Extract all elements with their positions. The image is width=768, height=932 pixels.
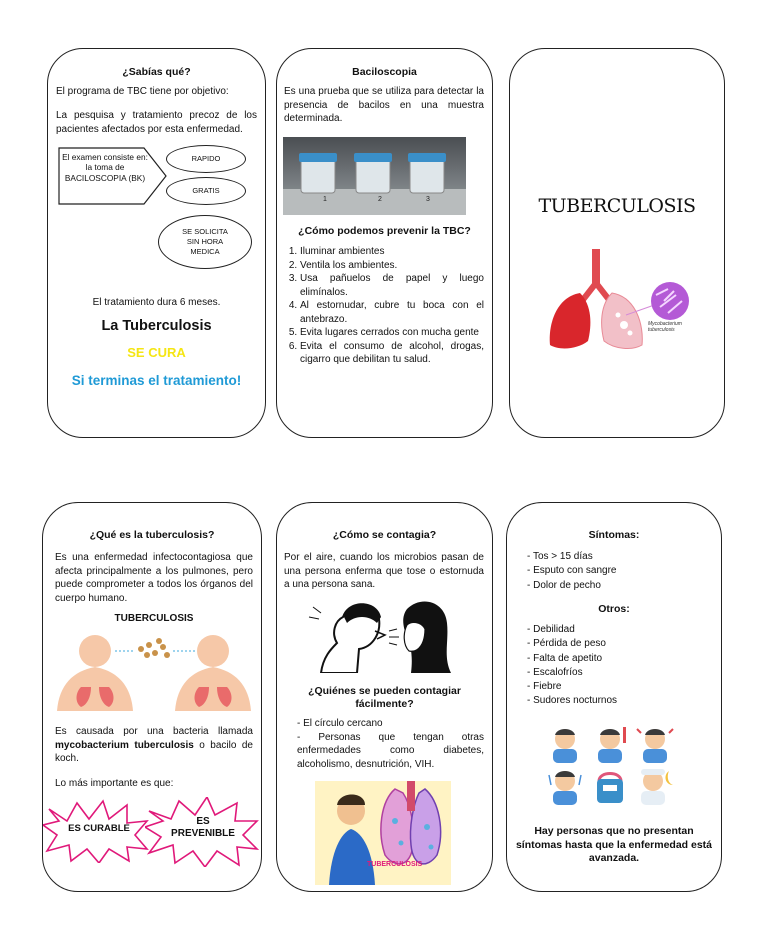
sample-jars-image	[283, 137, 466, 215]
cause-text	[55, 725, 253, 766]
burst-line: ES	[196, 816, 210, 827]
cough-illustration	[303, 597, 453, 673]
cause-post: o bacilo de koch.	[55, 739, 253, 764]
list-item: 2. Ventila los ambientes.	[300, 259, 484, 273]
baciloscopia-desc: Es una prueba que se utiliza para detectar la presencia de bacilos en una muestra determinada.	[284, 86, 484, 124]
list-item: - El círculo cercano	[297, 717, 484, 731]
objective-text: La pesquisa y tratamiento precoz de los pacientes afectados por esta enfermedad.	[56, 110, 257, 135]
cough-icon	[553, 729, 577, 763]
list-item: - Dolor de pecho	[527, 579, 713, 593]
footer-note: Hay personas que no presentan síntomas hasta que la enfermedad está avanzada.	[515, 825, 713, 864]
tb-infographic	[55, 609, 253, 711]
lungs-illustration	[546, 245, 702, 355]
list-item: - Fiebre	[527, 680, 713, 694]
intro-text: El programa de TBC tiene por objetivo:	[56, 86, 229, 97]
panel-heading: ¿Sabías qué?	[122, 66, 191, 78]
list-item: - Personas que tengan otras enfermedades como diabetes, alcoholismo, desnutrición, VIH.	[297, 731, 484, 772]
burst-curable-text: ES CURABLE	[68, 823, 130, 834]
who-heading: ¿Quiénes se pueden contagiar fácilmente?	[308, 685, 461, 710]
burst-line: PREVENIBLE	[171, 828, 235, 839]
symptom-icons-grid	[547, 725, 677, 809]
symptoms-list	[527, 550, 713, 593]
cause-bacteria-name: mycobacterium tuberculosis	[55, 739, 194, 751]
panel-heading: ¿Cómo se contagia?	[332, 529, 437, 541]
jar-label: 1	[323, 196, 327, 203]
list-item: 5. Evita lugares cerrados con mucha gente	[300, 326, 484, 340]
image-word: TUBERCULOSIS	[367, 861, 423, 868]
panel-sabias-que	[47, 48, 266, 438]
bubble-rapido: RAPIDO	[166, 145, 246, 173]
fever-icon	[598, 727, 626, 763]
infographic-title: TUBERCULOSIS	[114, 613, 194, 624]
panel-heading: ¿Qué es la tuberculosis?	[89, 529, 215, 541]
cover-title: TUBERCULOSIS	[538, 195, 696, 217]
who-list	[297, 717, 484, 771]
list-item: - Falta de apetito	[527, 652, 713, 666]
list-item: - Sudores nocturnos	[527, 694, 713, 708]
important-text: Lo más importante es que:	[55, 778, 174, 789]
weight-loss-icon	[597, 774, 623, 804]
others-list	[527, 623, 713, 709]
duration-text: El tratamiento dura 6 meses.	[92, 297, 221, 308]
sample-jars-photo	[283, 137, 466, 215]
bacteria-label: Mycobacterium tuberculosis	[648, 321, 682, 333]
list-item: - Pérdida de peso	[527, 637, 713, 651]
panel-contagio	[276, 502, 493, 892]
panel-que-es	[42, 502, 262, 892]
panel-cover	[509, 48, 725, 438]
list-item: 1. Iluminar ambientes	[300, 245, 484, 259]
sick-person-image	[315, 781, 451, 885]
list-item: - Debilidad	[527, 623, 713, 637]
tb-title: La Tuberculosis	[101, 318, 212, 334]
panel-sintomas	[506, 502, 722, 892]
list-item: 3. Usa pañuelos de papel y luego elimínalos.	[300, 272, 484, 299]
list-item: 4. Al estornudar, cubre tu boca con el antebrazo.	[300, 299, 484, 326]
prevent-heading: ¿Cómo podemos prevenir la TBC?	[298, 225, 471, 237]
que-es-desc: Es una enfermedad infectocontagiosa que afecta principalmente a los pulmones, pero puede comprometer a todos los órganos del cuerpo humano.	[55, 552, 253, 604]
list-item: - Tos > 15 días	[527, 550, 713, 564]
panel-heading: Baciloscopia	[352, 66, 417, 78]
burst-prevenible-text	[157, 816, 249, 840]
jar-label: 3	[426, 196, 430, 203]
night-sweats-icon	[641, 769, 673, 805]
panel-heading: Síntomas:	[588, 529, 640, 541]
list-item: 6. Evita el consumo de alcohol, drogas, cigarro que debilitan tu salud.	[300, 340, 484, 367]
bubble-sin-hora: SE SOLICITA SIN HORA MEDICA	[158, 215, 252, 269]
sick-person-illustration	[315, 781, 451, 885]
si-terminas-text: Si terminas el tratamiento!	[71, 373, 242, 388]
exam-box-text: El examen consiste en: la toma de BACILOSCOPIA (BK)	[62, 152, 148, 183]
people-lungs-image	[55, 623, 253, 711]
list-item: - Esputo con sangre	[527, 564, 713, 578]
bubble-gratis: GRATIS	[166, 177, 246, 205]
pain-icon	[637, 729, 673, 763]
chills-icon	[549, 771, 581, 805]
cause-pre: Es causada por una bacteria llamada	[55, 726, 253, 737]
se-cura-text: SE CURA	[127, 345, 186, 360]
prevent-list	[286, 245, 484, 367]
panel-baciloscopia	[276, 48, 493, 438]
list-item: - Escalofríos	[527, 666, 713, 680]
contagio-desc: Por el aire, cuando los microbios pasan de una persona enferma que tose o estornuda a una persona sana.	[284, 552, 484, 590]
jar-label: 2	[378, 196, 382, 203]
others-heading: Otros:	[598, 603, 630, 615]
